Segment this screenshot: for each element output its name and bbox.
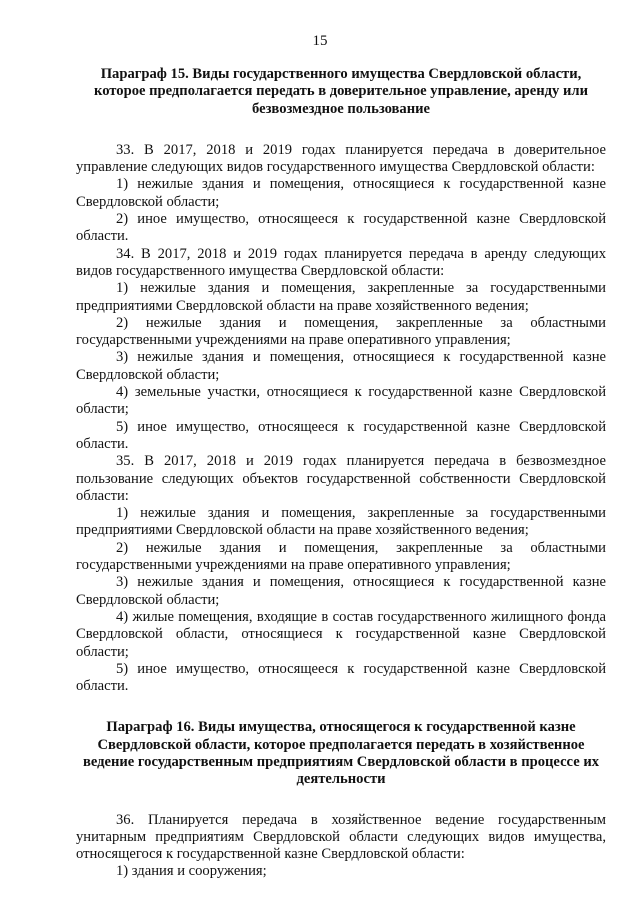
paragraph-35-item-4: 4) жилые помещения, входящие в состав государственного жилищного фонда Свердловской области, относящиеся к государственной казне Свердловской области;	[76, 608, 606, 660]
paragraph-35-item-5: 5) иное имущество, относящееся к государственной казне Свердловской области.	[76, 660, 606, 695]
paragraph-34-item-2: 2) нежилые здания и помещения, закрепленные за областными государственными учреждениями на праве оперативного управления;	[76, 314, 606, 349]
document-body	[76, 58, 606, 881]
paragraph-35-item-1: 1) нежилые здания и помещения, закрепленные за государственными предприятиями Свердловской области на праве хозяйственного ведения;	[76, 505, 606, 539]
paragraph-34-item-4: 4) земельные участки, относящиеся к государственной казне Свердловской области;	[76, 384, 606, 418]
paragraph-34-item-5: 5) иное имущество, относящееся к государственной казне Свердловской области.	[76, 418, 606, 452]
paragraph-35-item-2: 2) нежилые здания и помещения, закрепленные за областными государственными учреждениями на праве оперативного управления;	[76, 539, 606, 574]
paragraph-33-item-1: 1) нежилые здания и помещения, относящиеся к государственной казне Свердловской области;	[76, 176, 606, 210]
paragraph-36-item-1: 1) здания и сооружения;	[116, 863, 267, 880]
paragraph-35: 35. В 2017, 2018 и 2019 годах планируется передача в безвозмездное пользование следующих объектов государственной собственности Свердловской области:	[76, 453, 606, 504]
section-16-heading: Параграф 16. Виды имущества, относящегося к государственной казне Свердловской области, которое предполагается передать в хозяйственное ведение государственным предприятиям Свердловской области в процессе их деятельности	[82, 719, 600, 788]
paragraph-34-item-1: 1) нежилые здания и помещения, закрепленные за государственными предприятиями Свердловской области на праве хозяйственного ведения;	[76, 280, 606, 314]
paragraph-34-item-3: 3) нежилые здания и помещения, относящиеся к государственной казне Свердловской области;	[76, 349, 606, 383]
section-15-heading: Параграф 15. Виды государственного имущества Свердловской области, которое предполагается передать в доверительное управление, аренду или безвозмездное пользование	[93, 66, 589, 117]
paragraph-33: 33. В 2017, 2018 и 2019 годах планируется передача в доверительное управление следующих видов государственного имущества Свердловской области:	[76, 141, 606, 176]
paragraph-35-item-3: 3) нежилые здания и помещения, относящиеся к государственной казне Свердловской области;	[76, 574, 606, 608]
page-number: 15	[312, 33, 328, 49]
paragraph-33-item-2: 2) иное имущество, относящееся к государственной казне Свердловской области.	[76, 211, 606, 245]
paragraph-36: 36. Планируется передача в хозяйственное ведение государственным унитарным предприятиям Свердловской области следующих видов имущества, относящегося к государственной казне Свердловской области:	[76, 811, 606, 863]
paragraph-34: 34. В 2017, 2018 и 2019 годах планируется передача в аренду следующих видов государственного имущества Свердловской области:	[76, 245, 606, 279]
